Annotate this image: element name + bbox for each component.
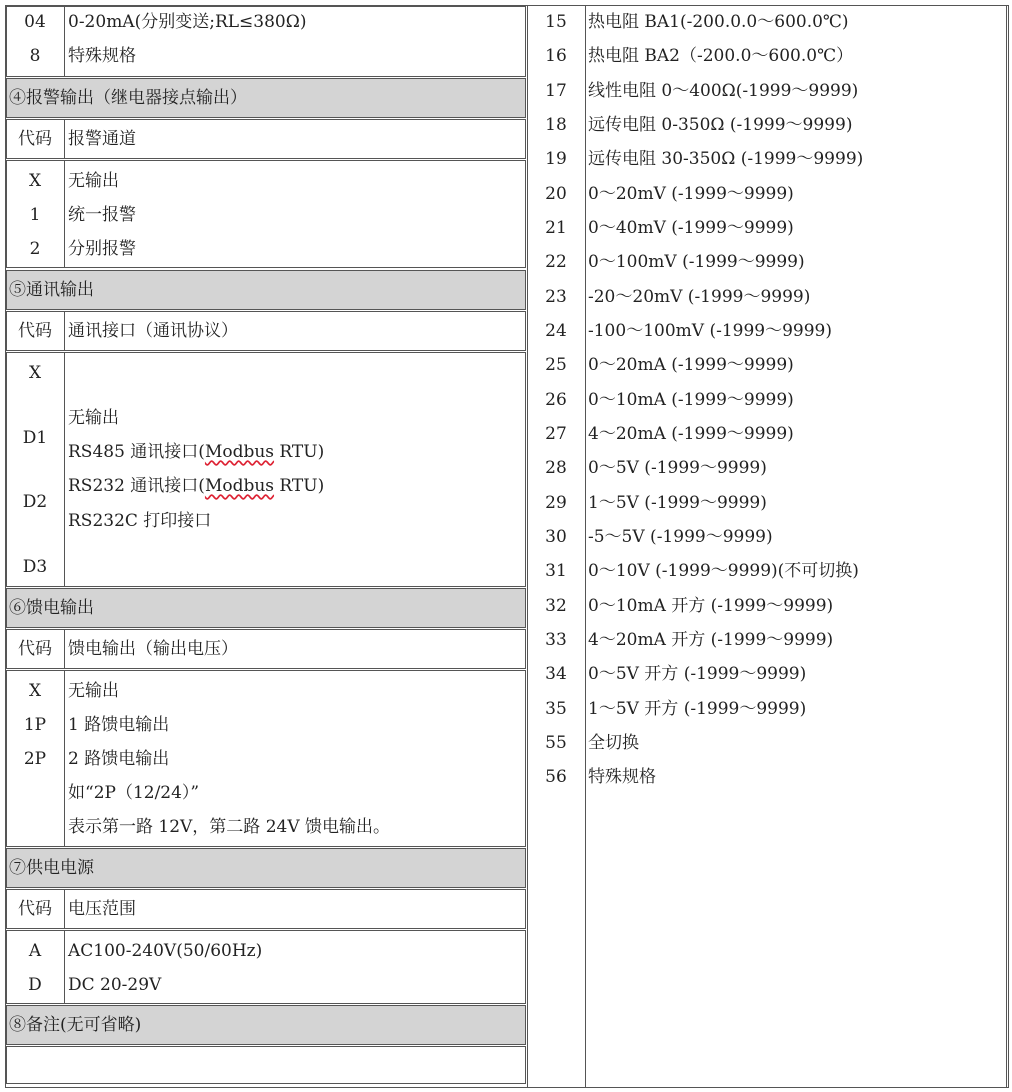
section-8-body [6,1046,526,1084]
col-code-label: 代码 [18,899,52,919]
section-5-header [6,270,526,310]
desc: 0～5V (-1999～9999) [588,458,767,478]
desc: 0～5V 开方 (-1999～9999) [588,664,807,684]
code: D [28,975,42,995]
section-4-header [6,78,526,118]
code: 2P [23,749,47,769]
code: 19 [545,149,567,169]
desc-part: RTU) [274,476,325,496]
code: 18 [545,115,567,135]
desc-part: Modbus [204,442,275,462]
code: 56 [545,767,567,787]
col-desc-label: 通讯接口（通讯协议） [68,321,238,341]
code: 26 [545,390,567,410]
code: D3 [22,557,48,577]
desc: 全切换 [588,733,639,753]
section-5-body [6,352,526,587]
desc: 线性电阻 0～400Ω(-1999～9999) [588,81,859,101]
divider [64,930,65,1004]
desc: -100～100mV (-1999～9999) [588,321,832,341]
code: 23 [545,287,567,307]
section-8-header [6,1005,526,1045]
desc: 0～10V (-1999～9999)(不可切换) [588,561,859,581]
desc: 0～100mV (-1999～9999) [588,252,805,272]
desc: 表示第一路 12V，第二路 24V 馈电输出。 [68,817,391,837]
column-divider [527,6,528,1087]
desc: 0～20mA (-1999～9999) [588,355,794,375]
desc: 无输出 [68,681,119,701]
desc: 远传电阻 0-350Ω (-1999～9999) [588,115,853,135]
col-code-label: 代码 [18,129,52,149]
code-04: 04 [24,12,46,32]
code: 15 [545,12,567,32]
col-code-label: 代码 [18,639,52,659]
desc: 2 路馈电输出 [68,749,170,769]
desc: 热电阻 BA2（-200.0～600.0℃） [588,46,854,66]
desc: 如“2P（12/24）” [68,783,200,803]
desc: 0～40mV (-1999～9999) [588,218,794,238]
desc-8: 特殊规格 [68,46,136,66]
code: 16 [545,46,567,66]
code: 1P [23,715,47,735]
code: A [28,941,42,961]
code: 35 [545,699,567,719]
code: 20 [545,184,567,204]
desc: 特殊规格 [588,767,656,787]
code: X [28,363,42,383]
col-desc-label: 报警通道 [68,129,136,149]
desc: 无输出 [68,408,119,428]
code: 27 [545,424,567,444]
code: D1 [22,428,48,448]
divider [64,670,65,847]
code: 21 [545,218,567,238]
section-5-title: ⑤通讯输出 [9,280,94,300]
desc-rs232 [68,478,324,495]
section-6-title: ⑥馈电输出 [9,598,94,618]
desc-part: Modbus [204,476,275,496]
col-code-label: 代码 [18,321,52,341]
code: 31 [545,561,567,581]
desc: RS232C 打印接口 [68,511,212,531]
desc: 0～20mV (-1999～9999) [588,184,794,204]
desc: 分别报警 [68,239,136,259]
code: D2 [22,492,48,512]
desc: 0～10mA (-1999～9999) [588,390,794,410]
code: 22 [545,252,567,272]
divider [64,629,65,669]
desc: 1～5V (-1999～9999) [588,493,767,513]
divider [64,6,65,77]
desc: 远传电阻 30-350Ω (-1999～9999) [588,149,864,169]
divider [64,352,65,587]
desc: 4～20mA (-1999～9999) [588,424,794,444]
desc-rs485 [68,444,324,461]
desc: 无输出 [68,171,119,191]
section-4-title: ④报警输出（继电器接点输出） [9,88,247,108]
desc: -20～20mV (-1999～9999) [588,287,811,307]
code: 25 [545,355,567,375]
section-8-title: ⑧备注(无可省略) [9,1015,142,1035]
desc: 1～5V 开方 (-1999～9999) [588,699,807,719]
code: 17 [545,81,567,101]
desc: AC100-240V(50/60Hz) [68,941,263,961]
code: 1 [29,205,41,225]
right-code-divider [585,6,586,1087]
desc: DC 20-29V [68,975,162,995]
right-edge [1006,6,1007,1087]
code: 30 [545,527,567,547]
divider [64,889,65,929]
desc: 热电阻 BA1(-200.0.0～600.0℃) [588,12,849,32]
section-6-header [6,588,526,628]
code: 2 [29,239,41,259]
desc-part: RS485 通讯接口( [68,442,205,462]
desc: 0～10mA 开方 (-1999～9999) [588,596,834,616]
desc: 统一报警 [68,205,136,225]
code: X [28,171,42,191]
code: 29 [545,493,567,513]
section-7-title: ⑦供电电源 [9,858,94,878]
divider [64,160,65,268]
divider [64,311,65,351]
code: X [28,681,42,701]
code-8: 8 [29,46,41,66]
desc-04: 0-20mA(分别变送;RL≤380Ω) [68,12,307,32]
col-desc-label: 馈电输出（输出电压） [68,639,238,659]
desc: -5～5V (-1999～9999) [588,527,773,547]
desc: 4～20mA 开方 (-1999～9999) [588,630,834,650]
desc-part: RTU) [274,442,325,462]
code: 24 [545,321,567,341]
code: 32 [545,596,567,616]
section-7-header [6,848,526,888]
divider [64,119,65,159]
code: 55 [545,733,567,753]
code: 34 [545,664,567,684]
col-desc-label: 电压范围 [68,899,136,919]
code: 28 [545,458,567,478]
desc: 1 路馈电输出 [68,715,170,735]
code: 33 [545,630,567,650]
desc-part: RS232 通讯接口( [68,476,205,496]
